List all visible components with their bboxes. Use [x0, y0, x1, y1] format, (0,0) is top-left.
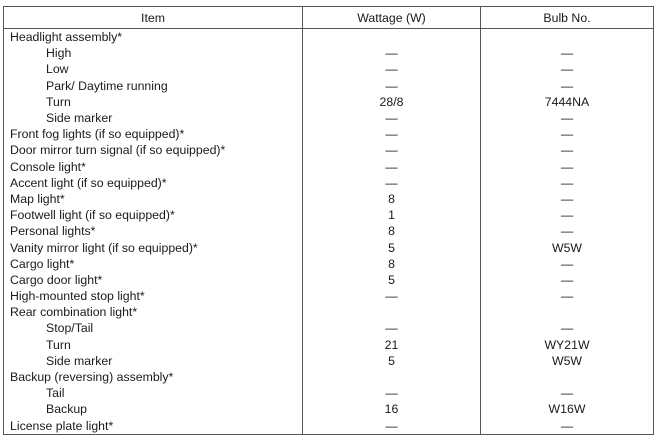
bulb-cell: — [481, 320, 654, 336]
wattage-cell: — [303, 385, 481, 401]
item-cell: Door mirror turn signal (if so equipped)* [4, 142, 303, 158]
wattage-cell: — [303, 159, 481, 175]
item-cell: Personal lights* [4, 223, 303, 239]
header-wattage: Wattage (W) [303, 7, 481, 29]
table-row [4, 159, 654, 175]
wattage-cell: 8 [303, 256, 481, 272]
item-cell: Console light* [4, 159, 303, 175]
bulb-cell: — [481, 175, 654, 191]
table-row [4, 401, 654, 417]
item-cell: Accent light (if so equipped)* [4, 175, 303, 191]
item-cell: High [4, 45, 303, 61]
item-cell: Turn [4, 94, 303, 110]
bulb-specification-table [3, 6, 654, 435]
item-cell: Turn [4, 337, 303, 353]
item-cell: Map light* [4, 191, 303, 207]
wattage-cell: — [303, 45, 481, 61]
wattage-cell: — [303, 126, 481, 142]
table-row [4, 369, 654, 385]
table-row [4, 304, 654, 320]
bulb-cell: W5W [481, 239, 654, 255]
table-row [4, 175, 654, 191]
wattage-cell: — [303, 142, 481, 158]
table-row [4, 191, 654, 207]
wattage-cell: — [303, 288, 481, 304]
table-row [4, 239, 654, 255]
wattage-cell: 16 [303, 401, 481, 417]
table-row [4, 126, 654, 142]
table-row [4, 288, 654, 304]
table-row [4, 337, 654, 353]
table-row [4, 61, 654, 77]
wattage-cell [303, 304, 481, 320]
wattage-cell: — [303, 175, 481, 191]
bulb-cell [481, 304, 654, 320]
table-row [4, 142, 654, 158]
bulb-cell: — [481, 78, 654, 94]
item-cell: Stop/Tail [4, 320, 303, 336]
bulb-cell: — [481, 272, 654, 288]
table-row [4, 45, 654, 61]
item-cell: Side marker [4, 110, 303, 126]
wattage-cell: 28/8 [303, 94, 481, 110]
bulb-cell: — [481, 385, 654, 401]
wattage-cell: — [303, 78, 481, 94]
item-cell: Park/ Daytime running [4, 78, 303, 94]
bulb-cell: — [481, 191, 654, 207]
table-row [4, 94, 654, 110]
table-row [4, 256, 654, 272]
wattage-cell: — [303, 61, 481, 77]
wattage-cell: — [303, 418, 481, 435]
wattage-cell: 5 [303, 239, 481, 255]
item-cell: High-mounted stop light* [4, 288, 303, 304]
bulb-cell: — [481, 142, 654, 158]
bulb-cell [481, 29, 654, 46]
wattage-cell [303, 369, 481, 385]
table-header-row [4, 7, 654, 29]
wattage-cell: 1 [303, 207, 481, 223]
table-row [4, 272, 654, 288]
table-row [4, 29, 654, 46]
table-row [4, 353, 654, 369]
table-row [4, 207, 654, 223]
item-cell: Backup [4, 401, 303, 417]
item-cell: Low [4, 61, 303, 77]
header-bulb-number: Bulb No. [481, 7, 654, 29]
table-row [4, 418, 654, 435]
wattage-cell: 8 [303, 191, 481, 207]
bulb-cell: 7444NA [481, 94, 654, 110]
bulb-cell: — [481, 418, 654, 435]
item-cell: Rear combination light* [4, 304, 303, 320]
item-cell: License plate light* [4, 418, 303, 435]
bulb-cell: — [481, 223, 654, 239]
wattage-cell [303, 29, 481, 46]
item-cell: Front fog lights (if so equipped)* [4, 126, 303, 142]
item-cell: Backup (reversing) assembly* [4, 369, 303, 385]
bulb-cell: — [481, 288, 654, 304]
bulb-cell [481, 369, 654, 385]
item-cell: Side marker [4, 353, 303, 369]
item-cell: Footwell light (if so equipped)* [4, 207, 303, 223]
wattage-cell: 8 [303, 223, 481, 239]
bulb-cell: W5W [481, 353, 654, 369]
table-row [4, 78, 654, 94]
item-cell: Tail [4, 385, 303, 401]
bulb-cell: W16W [481, 401, 654, 417]
wattage-cell: — [303, 110, 481, 126]
wattage-cell: 5 [303, 353, 481, 369]
bulb-cell: WY21W [481, 337, 654, 353]
header-item: Item [4, 7, 303, 29]
bulb-cell: — [481, 159, 654, 175]
table-row [4, 223, 654, 239]
item-cell: Vanity mirror light (if so equipped)* [4, 239, 303, 255]
item-cell: Headlight assembly* [4, 29, 303, 46]
bulb-cell: — [481, 61, 654, 77]
wattage-cell: 21 [303, 337, 481, 353]
bulb-cell: — [481, 45, 654, 61]
table-row [4, 320, 654, 336]
bulb-cell: — [481, 126, 654, 142]
bulb-cell: — [481, 256, 654, 272]
wattage-cell: — [303, 320, 481, 336]
bulb-cell: — [481, 110, 654, 126]
item-cell: Cargo light* [4, 256, 303, 272]
wattage-cell: 5 [303, 272, 481, 288]
table-row [4, 385, 654, 401]
table-row [4, 110, 654, 126]
bulb-cell: — [481, 207, 654, 223]
bulb-specification-table-container [3, 6, 653, 435]
item-cell: Cargo door light* [4, 272, 303, 288]
